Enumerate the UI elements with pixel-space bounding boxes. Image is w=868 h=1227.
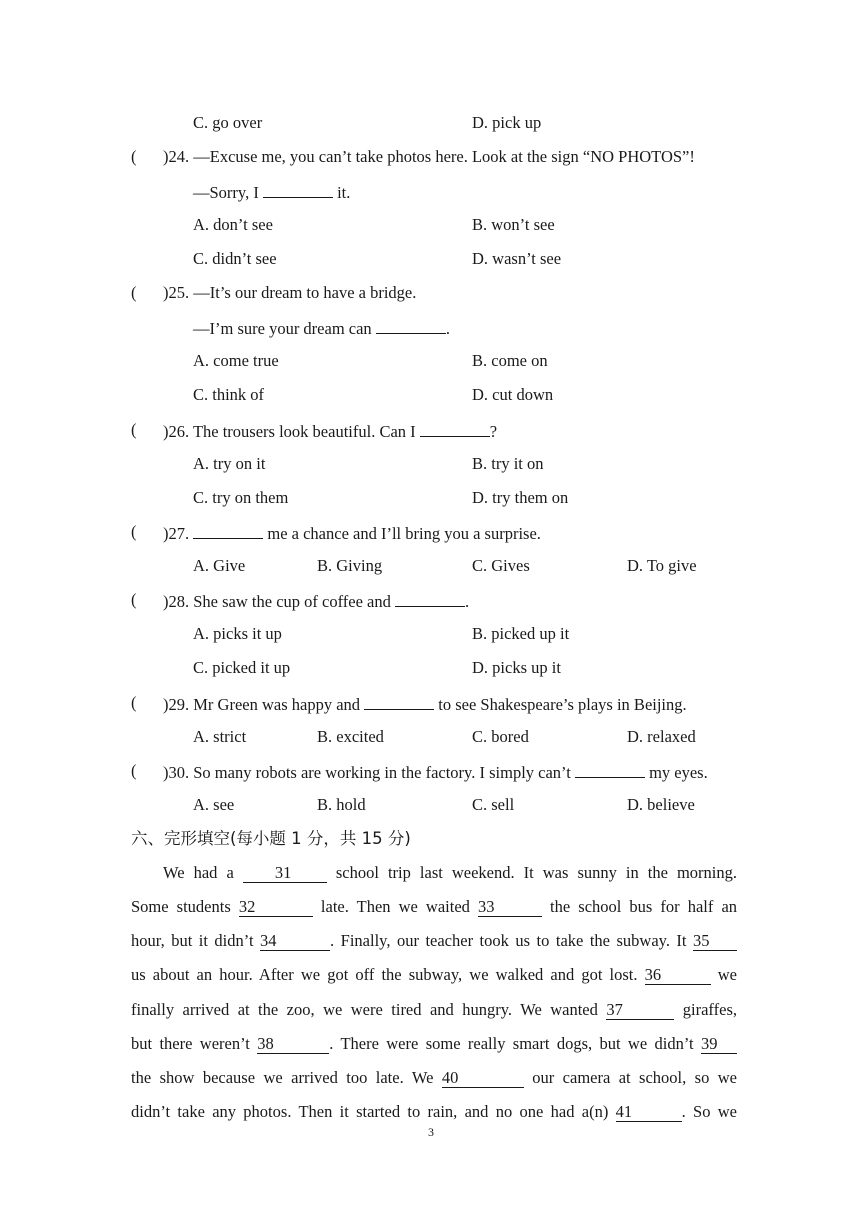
- answer-paren: (: [131, 147, 137, 166]
- answer-blank: [575, 761, 645, 778]
- option-c: C. go over: [193, 113, 263, 132]
- option-b: B. Giving: [317, 556, 383, 575]
- cloze-text: our camera at school, so we: [532, 1068, 738, 1087]
- answer-blank: [376, 317, 446, 334]
- q26-post: ?: [489, 422, 498, 441]
- cloze-line-2: [131, 897, 737, 917]
- option-b: B. excited: [317, 727, 384, 746]
- answer-paren: (: [131, 420, 137, 439]
- option-d: D. cut down: [472, 385, 554, 404]
- cloze-text: didn’t take any photos. Then it started to rain, and no one had a(n): [131, 1102, 609, 1121]
- cloze-text: hour, but it didn’t: [131, 931, 254, 950]
- q25-post: .: [445, 319, 450, 338]
- cloze-blank-37: 37: [606, 1001, 674, 1020]
- answer-blank: [263, 181, 333, 198]
- option-a: A. see: [193, 795, 235, 814]
- cloze-text: Some students: [131, 897, 231, 916]
- cloze-text: . There were some really smart dogs, but we didn’t: [329, 1034, 694, 1053]
- cloze-line-4: [131, 965, 737, 985]
- question-24-stem: )24. —Excuse me, you can’t take photos here. Look at the sign “NO PHOTOS”!: [163, 147, 695, 166]
- q25-pre: —I’m sure your dream can: [193, 319, 372, 338]
- option-a: A. Give: [193, 556, 246, 575]
- q28-pre: )28. She saw the cup of coffee and: [163, 592, 391, 611]
- option-a: A. don’t see: [193, 215, 273, 234]
- cloze-blank-41: 41: [616, 1103, 682, 1122]
- cloze-blank-39: 39: [701, 1035, 737, 1054]
- q29-post: to see Shakespeare’s plays in Beijing.: [438, 695, 687, 714]
- q27-post: me a chance and I’ll bring you a surprise.: [267, 524, 541, 543]
- cloze-line-1: [131, 863, 737, 883]
- cloze-blank-34: 34: [260, 932, 330, 951]
- option-d: D. pick up: [472, 113, 542, 132]
- answer-paren: (: [131, 590, 137, 609]
- option-d: D. relaxed: [627, 727, 696, 746]
- cloze-text: but there weren’t: [131, 1034, 250, 1053]
- q26-pre: )26. The trousers look beautiful. Can I: [163, 422, 416, 441]
- cloze-text: We had a: [163, 863, 234, 882]
- option-d: D. try them on: [472, 488, 569, 507]
- q28-post: .: [465, 592, 470, 611]
- option-b: B. picked up it: [472, 624, 570, 643]
- option-a: A. try on it: [193, 454, 266, 473]
- cloze-blank-31: 31: [243, 864, 327, 883]
- option-c: C. didn’t see: [193, 249, 277, 268]
- option-b: B. come on: [472, 351, 548, 370]
- question-24-line2: [193, 181, 350, 203]
- option-d: D. wasn’t see: [472, 249, 562, 268]
- option-b: B. hold: [317, 795, 366, 814]
- cloze-line-6: [131, 1034, 737, 1054]
- question-29-stem: [163, 693, 687, 715]
- answer-paren: (: [131, 283, 137, 302]
- q24-pre: —Sorry, I: [193, 183, 259, 202]
- option-c: C. think of: [193, 385, 265, 404]
- question-26-stem: [163, 420, 497, 442]
- answer-paren: (: [131, 761, 137, 780]
- option-d: D. picks up it: [472, 658, 561, 677]
- cloze-text: we: [717, 965, 738, 984]
- option-d: D. believe: [627, 795, 695, 814]
- cloze-text: late. Then we waited: [320, 897, 470, 916]
- answer-paren: (: [131, 693, 137, 712]
- answer-blank: [420, 420, 490, 437]
- cloze-text: the school bus for half an: [550, 897, 738, 916]
- question-30-stem: [163, 761, 708, 783]
- page-number: 3: [428, 1125, 434, 1139]
- answer-blank: [395, 590, 465, 607]
- option-a: A. strict: [193, 727, 247, 746]
- q30-post: my eyes.: [649, 763, 708, 782]
- option-a: A. picks it up: [193, 624, 282, 643]
- option-c: C. picked it up: [193, 658, 291, 677]
- cloze-line-7: [131, 1068, 737, 1088]
- cloze-blank-38: 38: [257, 1035, 329, 1054]
- option-c: C. sell: [472, 795, 515, 814]
- cloze-line-8: [131, 1102, 737, 1122]
- cloze-text: school trip last weekend. It was sunny in the morning.: [335, 863, 737, 882]
- cloze-blank-33: 33: [478, 898, 542, 917]
- option-d: D. To give: [627, 556, 697, 575]
- question-25-stem: )25. —It’s our dream to have a bridge.: [163, 283, 417, 302]
- cloze-text: . Finally, our teacher took us to take the subway. It: [330, 931, 687, 950]
- cloze-blank-35: 35: [693, 932, 737, 951]
- q24-post: it.: [337, 183, 351, 202]
- option-c: C. Gives: [472, 556, 530, 575]
- cloze-text: the show because we arrived too late. We: [131, 1068, 434, 1087]
- cloze-blank-36: 36: [645, 966, 711, 985]
- section-title: 六、完形填空(每小题 1 分，共 15 分): [131, 829, 411, 848]
- option-b: B. try it on: [472, 454, 544, 473]
- cloze-text: . So we: [681, 1102, 737, 1121]
- q27-pre: )27.: [163, 524, 190, 543]
- cloze-text: us about an hour. After we got off the subway, we walked and got lost.: [131, 965, 638, 984]
- q30-pre: )30. So many robots are working in the factory. I simply can’t: [163, 763, 571, 782]
- question-25-line2: [193, 317, 450, 339]
- cloze-blank-40: 40: [442, 1069, 524, 1088]
- answer-blank: [193, 522, 263, 539]
- answer-blank: [364, 693, 434, 710]
- q29-pre: )29. Mr Green was happy and: [163, 695, 361, 714]
- cloze-blank-32: 32: [239, 898, 313, 917]
- cloze-text: giraffes,: [682, 1000, 737, 1019]
- option-c: C. bored: [472, 727, 529, 746]
- question-27-stem: [163, 522, 541, 544]
- option-a: A. come true: [193, 351, 279, 370]
- option-c: C. try on them: [193, 488, 289, 507]
- cloze-text: finally arrived at the zoo, we were tired and hungry. We wanted: [131, 1000, 598, 1019]
- cloze-line-5: [131, 1000, 737, 1020]
- question-28-stem: [163, 590, 469, 612]
- cloze-line-3: [131, 931, 737, 951]
- option-b: B. won’t see: [472, 215, 555, 234]
- answer-paren: (: [131, 522, 137, 541]
